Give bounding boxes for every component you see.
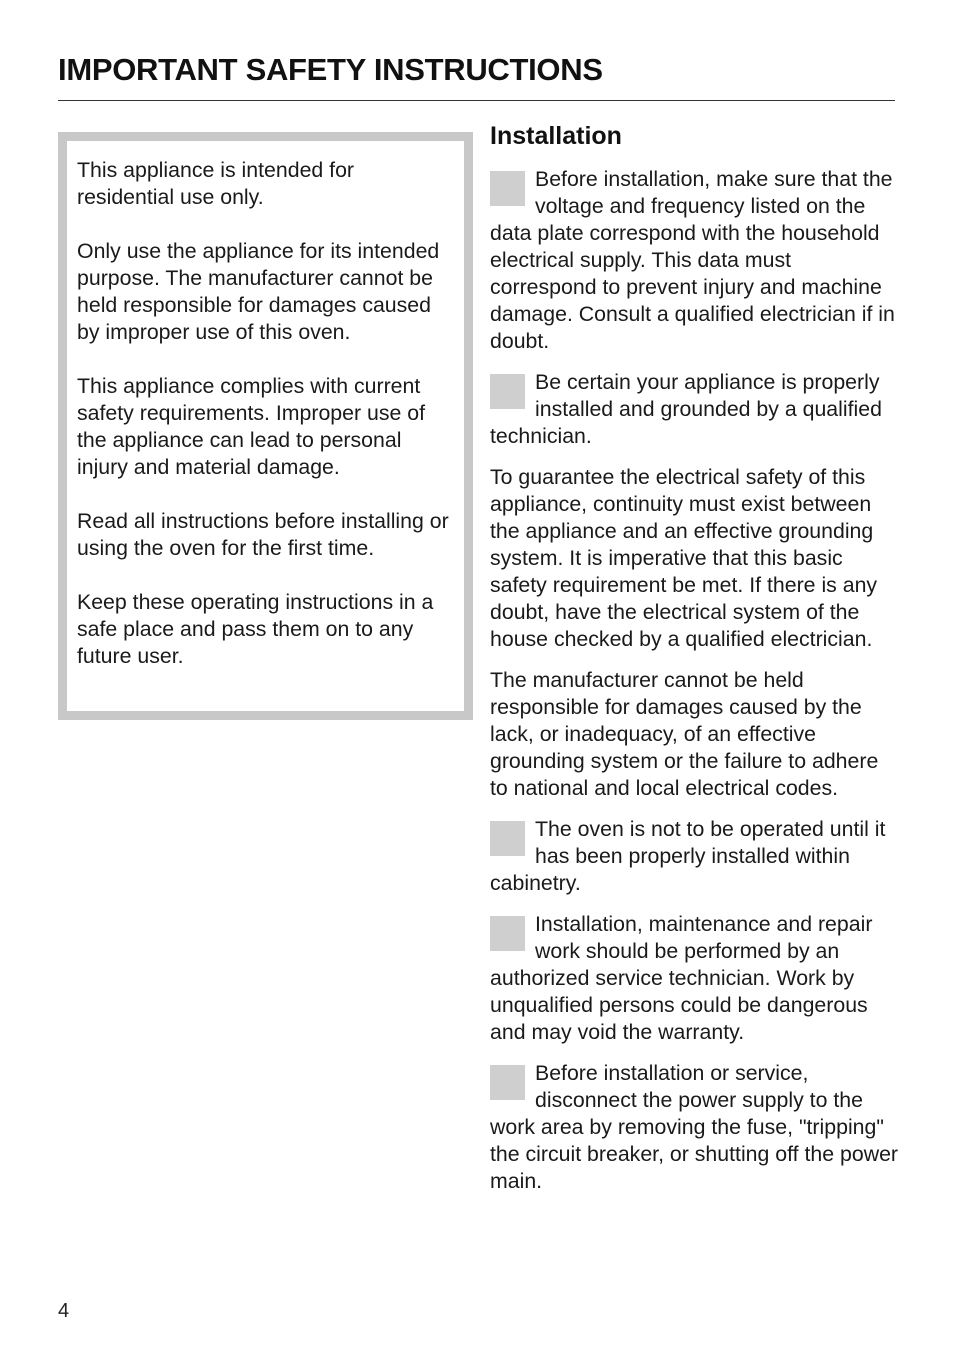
notice-paragraph: Keep these operating instructions in a safe place and pass them on to any future user. [77, 590, 434, 668]
item-text: Before installation or service, disconnect the power supply to the work area by removing the fuse, "tripping" the circuit breaker, or shutting off the power main. [490, 1061, 899, 1193]
notice-paragraph: Read all instructions before installing or using the oven for the first time. [77, 509, 449, 560]
bullet-item [490, 816, 900, 897]
section-title: Installation [490, 122, 622, 150]
notice-box [58, 132, 473, 720]
installation-section [490, 120, 900, 1209]
item-text: The oven is not to be operated until it has been properly installed within cabinetry. [490, 817, 886, 895]
title-divider [58, 100, 895, 101]
notice-paragraph: Only use the appliance for its intended purpose. The manufacturer cannot be held responsible for damages caused by improper use of this oven. [77, 239, 440, 344]
page-title: IMPORTANT SAFETY INSTRUCTIONS [58, 52, 603, 87]
item-text: Be certain your appliance is properly installed and grounded by a qualified technician. [490, 370, 882, 448]
bullet-item [490, 166, 900, 355]
bullet-square-icon [490, 916, 525, 951]
bullet-square-icon [490, 1065, 525, 1100]
notice-paragraph: This appliance complies with current safety requirements. Improper use of the appliance can lead to personal injury and material damage. [77, 374, 426, 479]
bullet-square-icon [490, 374, 525, 409]
notice-paragraph: This appliance is intended for residential use only. [77, 158, 355, 209]
item-text: Before installation, make sure that the voltage and frequency listed on the data plate correspond with the household electrical supply. This data must correspond to prevent injury and machine damage. Consult a qualified electrician if in doubt. [490, 167, 895, 353]
bullet-item [490, 1060, 900, 1195]
bullet-item [490, 911, 900, 1046]
bullet-square-icon [490, 821, 525, 856]
page-number: 4 [58, 1300, 70, 1322]
item-text: Installation, maintenance and repair work should be performed by an authorized service technician. Work by unqualified persons could be dangerous and may void the warranty. [490, 912, 873, 1044]
paragraph: The manufacturer cannot be held responsible for damages caused by the lack, or inadequacy, of an effective grounding system or the failure to adhere to national and local electrical codes. [490, 668, 879, 800]
bullet-item [490, 369, 900, 450]
bullet-square-icon [490, 171, 525, 206]
paragraph: To guarantee the electrical safety of this appliance, continuity must exist between the appliance and an effective grounding system. It is imperative that this basic safety requirement be met. If there is any doubt, have the electrical system of the house checked by a qualified electrician. [490, 465, 878, 651]
